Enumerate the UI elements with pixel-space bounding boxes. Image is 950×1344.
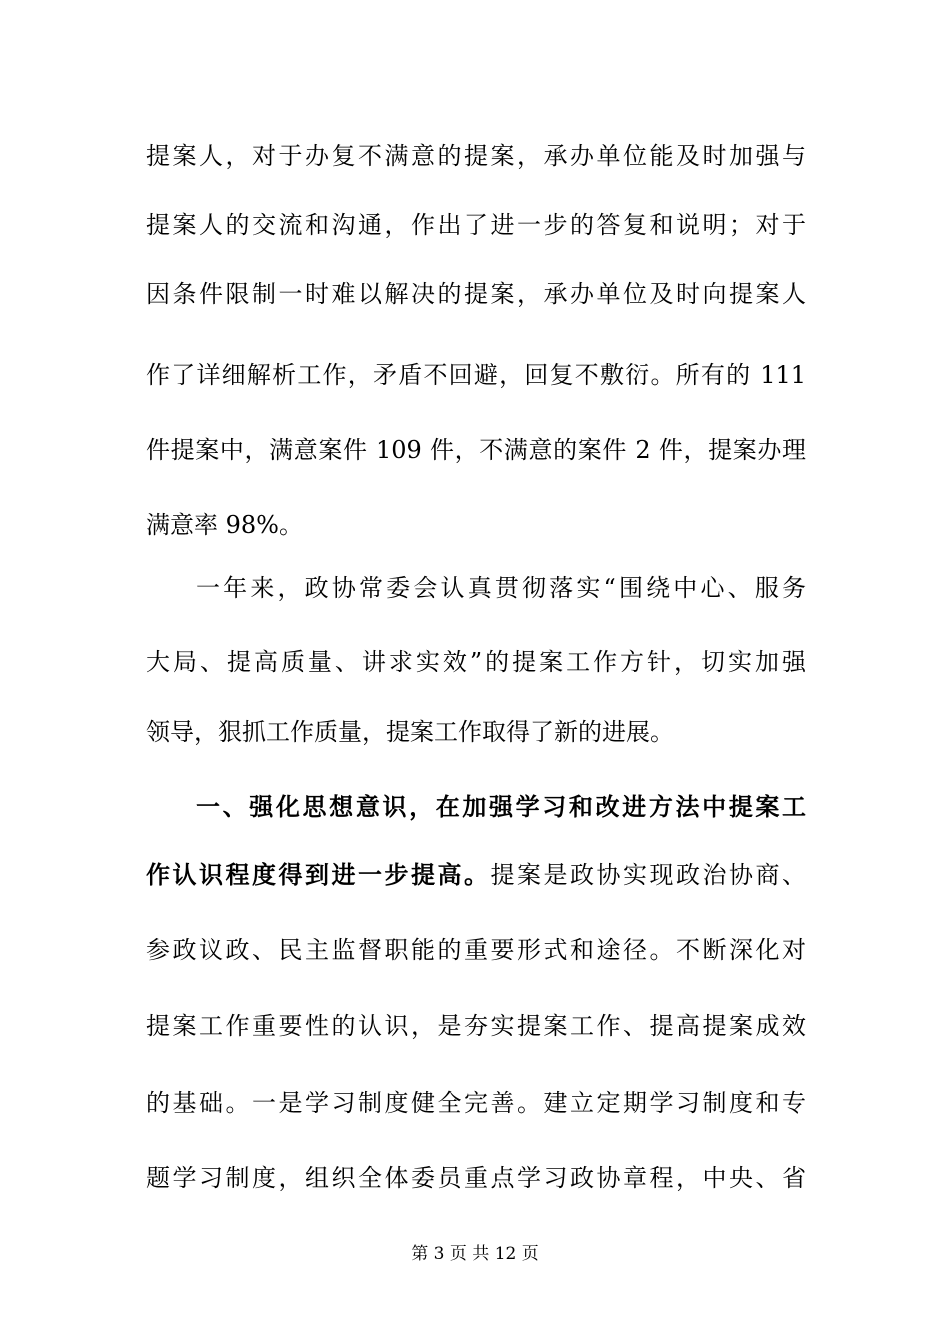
text-line: 提案工作重要性的认识，是夯实提案工作、提高提案成效 <box>146 1012 806 1040</box>
section-heading-continuation: 作认识程度得到进一步提高。 <box>146 861 491 889</box>
text-line: 参政议政、民主监督职能的重要形式和途径。不断深化对 <box>146 936 806 964</box>
text-line: 件提案中，满意案件 109 件，不满意的案件 2 件，提案办理 <box>146 436 806 464</box>
text-line: 领导，狠抓工作质量，提案工作取得了新的进展。 <box>146 718 674 746</box>
text-line: 满意率 98%。 <box>146 511 303 539</box>
text-line: 的基础。一是学习制度健全完善。建立定期学习制度和专 <box>146 1089 806 1117</box>
section-heading: 一、强化思想意识，在加强学习和改进方法中提案工 <box>196 793 806 821</box>
text-line: 一年来，政协常委会认真贯彻落实“围绕中心、服务 <box>196 574 806 602</box>
text-line <box>146 855 806 895</box>
text-span: 提案是政协实现政治协商、 <box>490 861 806 889</box>
text-line: 题学习制度，组织全体委员重点学习政协章程，中央、省 <box>146 1164 806 1192</box>
text-line: 大局、提高质量、讲求实效”的提案工作方针，切实加强 <box>146 648 806 676</box>
page-number-footer: 第 3 页 共 12 页 <box>411 1244 539 1264</box>
text-line: 作了详细解析工作，矛盾不回避，回复不敷衍。所有的 111 <box>146 361 806 389</box>
text-line: 提案人的交流和沟通，作出了进一步的答复和说明；对于 <box>146 211 806 239</box>
text-line: 提案人，对于办复不满意的提案，承办单位能及时加强与 <box>146 142 806 170</box>
text-line: 因条件限制一时难以解决的提案，承办单位及时向提案人 <box>146 280 806 308</box>
